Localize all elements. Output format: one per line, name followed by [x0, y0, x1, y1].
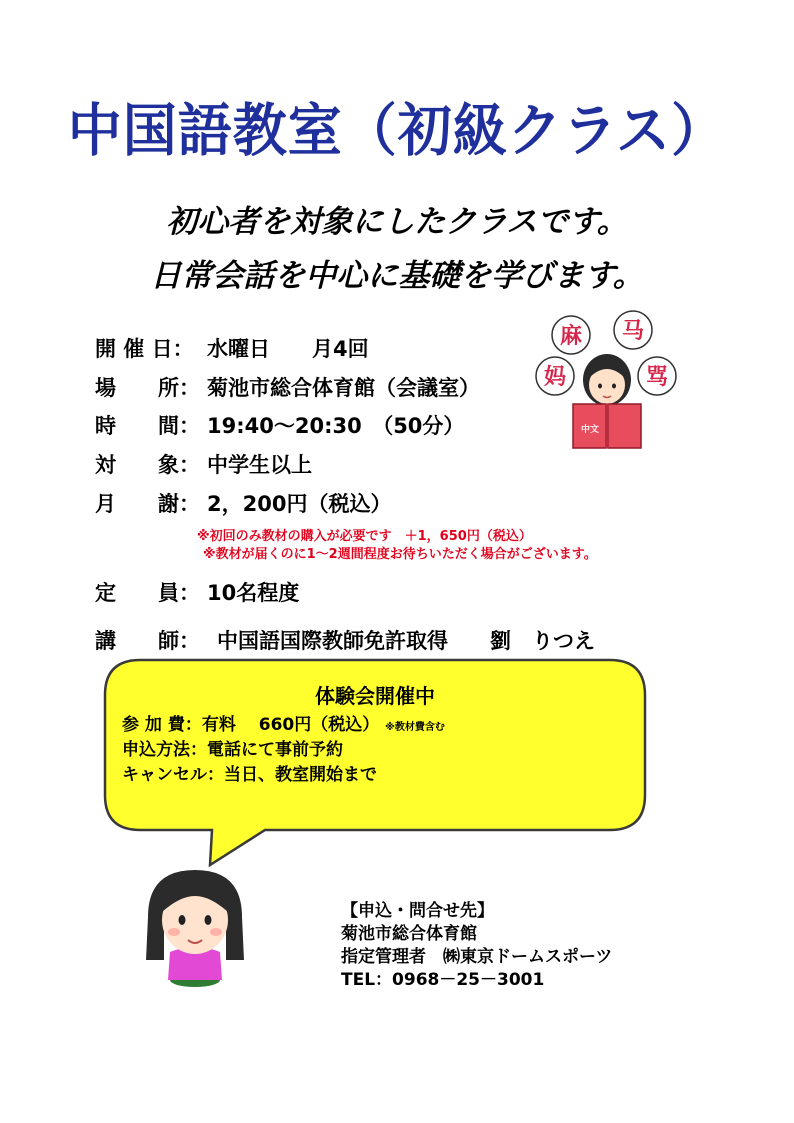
- subtitle-line-2: 日常会話を中心に基礎を学びます。: [150, 258, 644, 294]
- reading-girl: [573, 354, 641, 448]
- trial-fee-label: 参 加 費：: [122, 715, 202, 735]
- book-label: 中文: [580, 425, 600, 435]
- detail-row-capacity: [95, 577, 299, 607]
- chinese-reading-illustration: [535, 308, 685, 458]
- detail-row-fee: [95, 488, 391, 518]
- detail-row-teacher: [95, 625, 595, 655]
- char-ma2: 马: [621, 319, 645, 344]
- detail-row-place: [95, 372, 480, 402]
- detail-value: 19:40～20:30 （50分）: [207, 414, 465, 438]
- detail-label: 場 所：: [95, 376, 200, 400]
- contact-manager: 指定管理者 ㈱東京ドームスポーツ: [341, 947, 613, 967]
- trial-cancel-label: キャンセル：: [122, 765, 224, 785]
- delivery-note: ※教材が届くのに1～2週間程度お待ちいただく場合がございます。: [203, 547, 597, 562]
- char-ma3: 妈: [543, 365, 567, 390]
- trial-apply-line: [122, 735, 343, 760]
- detail-row-target: [95, 449, 312, 479]
- trial-fee-value: 有料 660円（税込）: [201, 715, 380, 735]
- detail-label: 時 間：: [95, 414, 200, 438]
- detail-value: 中学生以上: [207, 453, 312, 477]
- detail-row-date: [95, 333, 369, 363]
- detail-value: 中国語国際教師免許取得 劉 りつえ: [217, 629, 595, 653]
- char-bubble-3: [536, 357, 574, 395]
- contact-heading: 【申込・問合せ先】: [341, 901, 494, 921]
- char-bubble-4: [638, 357, 676, 395]
- detail-label: 定 員：: [95, 581, 200, 605]
- trial-cancel-value: 当日、教室開始まで: [224, 765, 377, 785]
- detail-row-time: [95, 410, 464, 440]
- trial-fee-note: ※教材費含む: [385, 722, 445, 733]
- detail-value: 10名程度: [207, 581, 300, 605]
- trial-apply-label: 申込方法：: [122, 740, 207, 760]
- trial-fee-line: [122, 710, 445, 735]
- detail-value: 水曜日 月4回: [207, 337, 369, 361]
- char-ma4: 骂: [645, 365, 669, 390]
- char-ma1: 麻: [559, 324, 583, 349]
- girl-illustration: [140, 862, 250, 992]
- trial-cancel-line: [122, 760, 377, 785]
- trial-title: 体験会開催中: [315, 684, 435, 708]
- char-bubble-2: [614, 311, 652, 349]
- detail-label: 講 師：: [95, 629, 200, 653]
- char-bubble-1: [552, 316, 590, 354]
- contact-tel: TEL：0968－25－3001: [341, 970, 545, 990]
- page-title: 中国語教室（初級クラス）: [67, 97, 727, 164]
- contact-facility: 菊池市総合体育館: [341, 924, 477, 944]
- detail-value: 2，200円（税込）: [207, 492, 392, 516]
- trial-apply-value: 電話にて事前予約: [207, 740, 343, 760]
- material-note: ※初回のみ教材の購入が必要です ＋1，650円（税込）: [197, 529, 532, 544]
- detail-label: 開 催 日：: [95, 337, 194, 361]
- detail-value: 菊池市総合体育館（会議室）: [207, 376, 480, 400]
- subtitle-line-1: 初心者を対象にしたクラスです。: [166, 204, 628, 240]
- detail-label: 月 謝：: [95, 492, 200, 516]
- detail-label: 対 象：: [95, 453, 200, 477]
